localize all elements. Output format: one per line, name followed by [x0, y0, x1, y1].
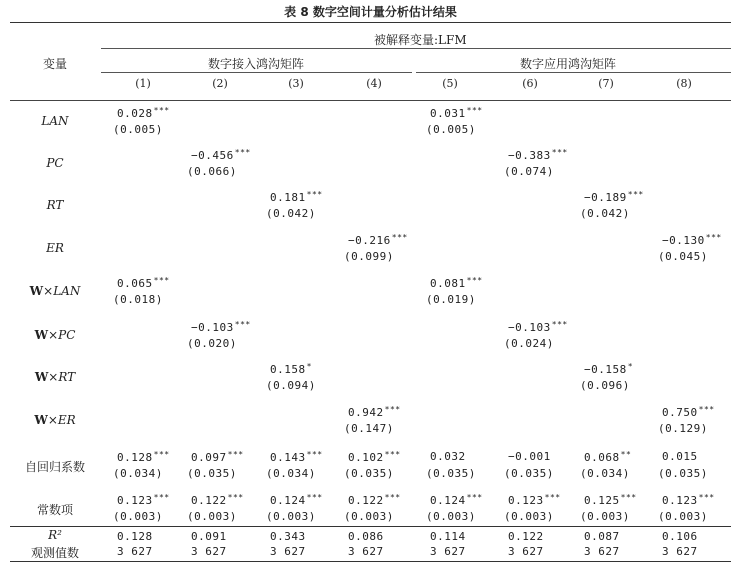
significance-stars: ***: [306, 493, 323, 502]
r2-value: 0.343: [270, 530, 306, 543]
column-header-6: (6): [522, 77, 538, 90]
coefficient: 0.128***: [117, 450, 170, 464]
significance-stars: *: [306, 362, 312, 371]
column-header-7: (7): [598, 77, 614, 90]
coefficient: −0.456***: [191, 148, 251, 162]
observations-value: 3 627: [191, 545, 227, 558]
observations-value: 3 627: [430, 545, 466, 558]
significance-stars: ***: [705, 233, 722, 242]
standard-error: (0.005): [113, 123, 163, 136]
coefficient: 0.181***: [270, 190, 323, 204]
significance-stars: ***: [234, 320, 251, 329]
observations-value: 3 627: [117, 545, 153, 558]
standard-error: (0.003): [580, 510, 630, 523]
group1-rule: [101, 72, 412, 73]
standard-error: (0.129): [658, 422, 708, 435]
standard-error: (0.034): [266, 467, 316, 480]
coefficient: 0.122***: [191, 493, 244, 507]
significance-stars: *: [627, 362, 634, 371]
standard-error: (0.096): [580, 379, 630, 392]
r2-value: 0.087: [584, 530, 620, 543]
standard-error: (0.003): [266, 510, 316, 523]
standard-error: (0.099): [344, 250, 394, 263]
observations-value: 3 627: [584, 545, 620, 558]
column-header-8: (8): [676, 77, 692, 90]
standard-error: (0.045): [658, 250, 708, 263]
coefficient: 0.124***: [430, 493, 483, 507]
significance-stars: ***: [234, 148, 251, 157]
standard-error: (0.003): [187, 510, 237, 523]
significance-stars: ***: [306, 450, 323, 459]
coefficient: 0.081***: [430, 276, 483, 290]
coefficient: 0.143***: [270, 450, 323, 464]
significance-stars: ***: [153, 493, 170, 502]
standard-error: (0.020): [187, 337, 237, 350]
significance-stars: ***: [153, 106, 170, 115]
significance-stars: ***: [544, 493, 561, 502]
significance-stars: **: [620, 450, 632, 459]
coefficient: 0.015: [662, 450, 698, 463]
significance-stars: ***: [384, 493, 401, 502]
row-label: 自回归系数: [24, 460, 85, 474]
table-title: 表 8 数字空间计量分析估计结果: [284, 5, 457, 19]
standard-error: (0.094): [266, 379, 316, 392]
standard-error: (0.034): [580, 467, 630, 480]
coefficient: −0.158*: [584, 362, 634, 376]
standard-error: (0.035): [187, 467, 237, 480]
standard-error: (0.035): [658, 467, 708, 480]
observations-value: 3 627: [270, 545, 306, 558]
column-header-3: (3): [288, 77, 304, 90]
significance-stars: ***: [466, 493, 483, 502]
significance-stars: ***: [698, 493, 715, 502]
significance-stars: ***: [153, 450, 170, 459]
group1-header: 数字接入鸿沟矩阵: [208, 57, 305, 71]
r2-value: 0.106: [662, 530, 698, 543]
significance-stars: ***: [466, 276, 483, 285]
standard-error: (0.035): [344, 467, 394, 480]
significance-stars: ***: [391, 233, 408, 242]
coefficient: −0.216***: [348, 233, 408, 247]
standard-error: (0.034): [113, 467, 163, 480]
coefficient: 0.097***: [191, 450, 244, 464]
standard-error: (0.003): [426, 510, 476, 523]
significance-stars: ***: [306, 190, 323, 199]
coefficient: 0.124***: [270, 493, 323, 507]
coefficient: 0.065***: [117, 276, 170, 290]
significance-stars: ***: [384, 405, 401, 414]
significance-stars: ***: [227, 450, 244, 459]
row-label: PC: [46, 156, 64, 170]
r2-label: R²: [48, 528, 62, 542]
standard-error: (0.019): [426, 293, 476, 306]
standard-error: (0.003): [658, 510, 708, 523]
coefficient: −0.130***: [662, 233, 722, 247]
coefficient: 0.123***: [117, 493, 170, 507]
r2-value: 0.086: [348, 530, 384, 543]
column-header-1: (1): [135, 77, 151, 90]
coefficient: 0.158*: [270, 362, 312, 376]
r2-value: 0.128: [117, 530, 153, 543]
standard-error: (0.042): [580, 207, 630, 220]
significance-stars: ***: [551, 320, 568, 329]
standard-error: (0.024): [504, 337, 554, 350]
row-label: RT: [46, 198, 64, 212]
standard-error: (0.147): [344, 422, 394, 435]
observations-label: 观测值数: [30, 546, 79, 560]
standard-error: (0.005): [426, 123, 476, 136]
dependent-rule: [101, 48, 731, 49]
coefficient: −0.103***: [508, 320, 568, 334]
standard-error: (0.003): [504, 510, 554, 523]
column-header-5: (5): [442, 77, 458, 90]
row-label: W×PC: [34, 328, 76, 342]
coefficient: 0.123***: [508, 493, 561, 507]
column-header-2: (2): [212, 77, 228, 90]
observations-value: 3 627: [662, 545, 698, 558]
coefficient: −0.383***: [508, 148, 568, 162]
coefficient: 0.125***: [584, 493, 637, 507]
observations-value: 3 627: [348, 545, 384, 558]
row-label: W×RT: [34, 370, 76, 384]
header-bottom-rule: [10, 100, 731, 101]
coefficient: 0.102***: [348, 450, 401, 464]
significance-stars: ***: [227, 493, 244, 502]
coefficient: 0.032: [430, 450, 466, 463]
coefficient: 0.028***: [117, 106, 170, 120]
standard-error: (0.074): [504, 165, 554, 178]
stats-rule: [10, 526, 731, 527]
dependent-var-label: 被解释变量:LFM: [374, 33, 467, 47]
significance-stars: ***: [620, 493, 637, 502]
significance-stars: ***: [551, 148, 568, 157]
significance-stars: ***: [384, 450, 401, 459]
significance-stars: ***: [466, 106, 483, 115]
r2-value: 0.091: [191, 530, 227, 543]
r2-value: 0.114: [430, 530, 466, 543]
bottom-rule: [10, 561, 731, 562]
coefficient: 0.750***: [662, 405, 715, 419]
r2-value: 0.122: [508, 530, 544, 543]
coefficient: 0.122***: [348, 493, 401, 507]
variable-header: 变量: [42, 57, 67, 71]
standard-error: (0.035): [504, 467, 554, 480]
significance-stars: ***: [698, 405, 715, 414]
significance-stars: ***: [153, 276, 170, 285]
row-label: W×ER: [34, 413, 76, 427]
coefficient: 0.068**: [584, 450, 632, 464]
standard-error: (0.003): [344, 510, 394, 523]
group2-header: 数字应用鸿沟矩阵: [520, 57, 617, 71]
row-label: LAN: [41, 114, 69, 128]
coefficient: −0.189***: [584, 190, 644, 204]
observations-value: 3 627: [508, 545, 544, 558]
row-label: W×LAN: [29, 284, 81, 298]
coefficient: 0.123***: [662, 493, 715, 507]
column-header-4: (4): [366, 77, 382, 90]
row-label: 常数项: [36, 503, 73, 517]
standard-error: (0.003): [113, 510, 163, 523]
standard-error: (0.066): [187, 165, 237, 178]
coefficient: 0.942***: [348, 405, 401, 419]
row-label: ER: [46, 241, 64, 255]
standard-error: (0.018): [113, 293, 163, 306]
standard-error: (0.042): [266, 207, 316, 220]
standard-error: (0.035): [426, 467, 476, 480]
coefficient: −0.001: [508, 450, 551, 463]
significance-stars: ***: [627, 190, 644, 199]
coefficient: −0.103***: [191, 320, 251, 334]
group2-rule: [416, 72, 731, 73]
coefficient: 0.031***: [430, 106, 483, 120]
top-rule: [10, 22, 731, 23]
